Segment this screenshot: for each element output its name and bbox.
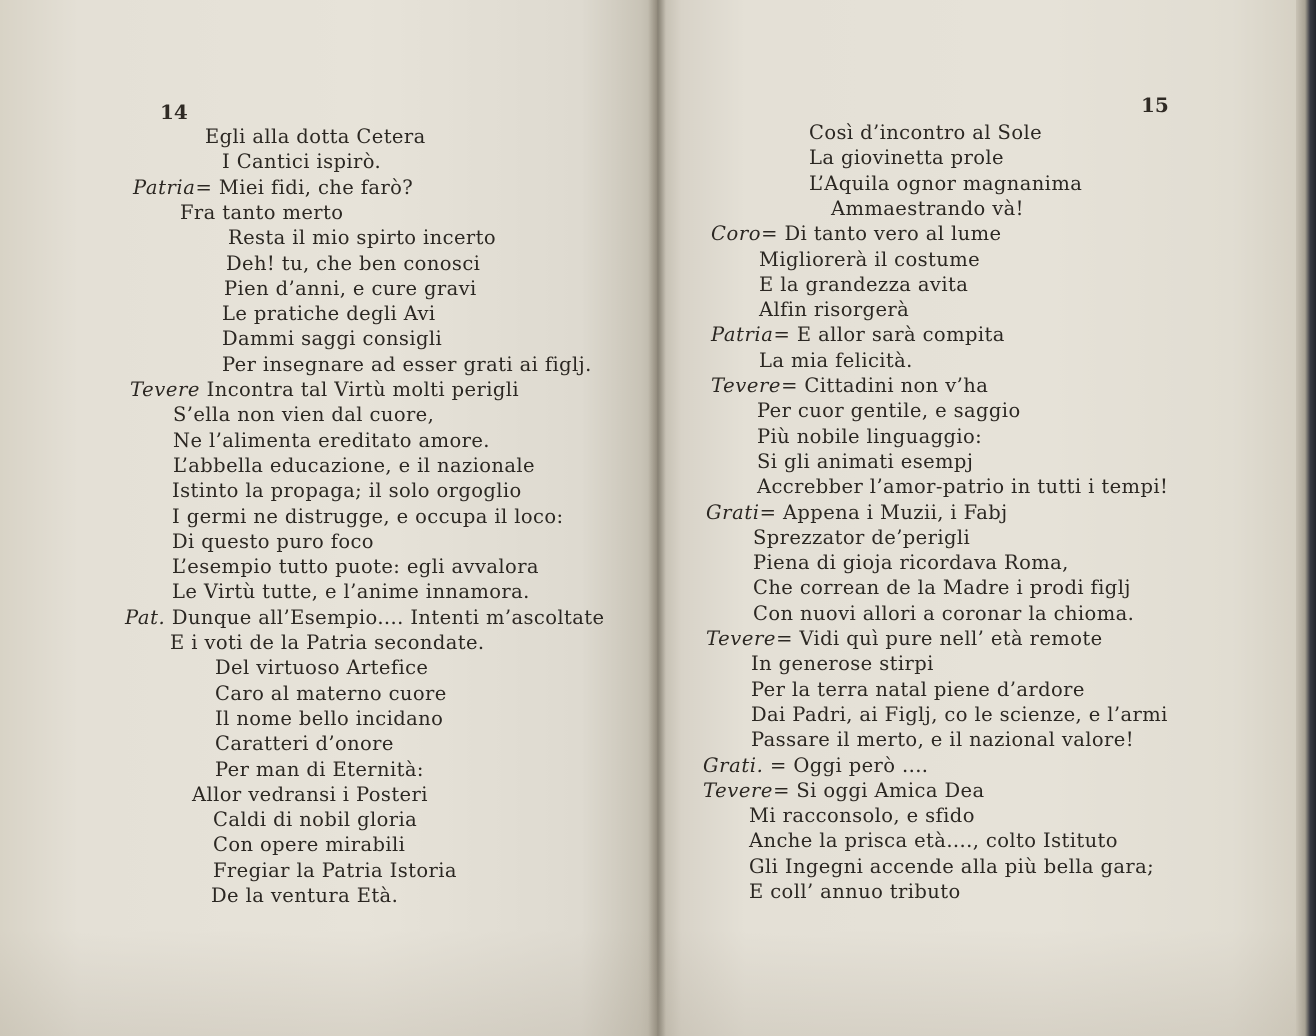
verse-text: Mi racconsolo, e sfido	[749, 804, 975, 828]
verse-text: Più nobile linguaggio:	[757, 424, 983, 448]
verse-line	[753, 601, 1134, 626]
verse-line	[749, 828, 1118, 853]
verse-line	[222, 352, 592, 377]
verse-text: Fra tanto merto	[180, 200, 344, 224]
verse-line	[215, 655, 428, 680]
verse-line	[759, 348, 913, 373]
verse-text: I germi ne distrugge, e occupa il loco:	[172, 504, 564, 528]
verse-line	[172, 529, 374, 554]
verse-line	[711, 322, 1005, 347]
verse-text: = Si oggi Amica Dea	[773, 778, 985, 802]
verse-text: E coll’ annuo tributo	[749, 880, 961, 903]
verse-text: Si gli animati esempj	[757, 449, 974, 473]
speaker-name: Coro	[711, 222, 762, 246]
verse-text: Gli Ingegni accende alla più bella gara;	[749, 854, 1155, 878]
verse-text: L’Aquila ognor magnanima	[809, 171, 1083, 195]
speaker-name: Tevere	[703, 778, 774, 802]
verse-text: = Miei fidi, che farò?	[195, 175, 414, 199]
verse-line	[215, 706, 443, 731]
verse-line	[211, 883, 398, 908]
verse-text: Anche la prisca età...., colto Istituto	[749, 829, 1118, 853]
verse-text: I Cantici ispirò.	[222, 150, 382, 174]
verse-line	[222, 301, 436, 326]
verse-text: Ammaestrando và!	[831, 196, 1024, 220]
verse-text: Passare il merto, e il nazional valore!	[751, 728, 1134, 752]
verse-line	[749, 854, 1154, 879]
verse-line	[749, 879, 961, 904]
verse-line	[222, 326, 442, 351]
verse-line	[224, 276, 477, 301]
verse-text: Resta il mio spirto incerto	[228, 226, 497, 250]
verse-text: Che correan de la Madre i prodi figlj	[753, 576, 1131, 600]
verse-line	[757, 398, 1021, 423]
verse-line	[133, 175, 413, 200]
verse-text: Con opere mirabili	[213, 833, 406, 857]
verse-line	[222, 149, 381, 174]
page-edge	[1296, 0, 1316, 1036]
page-number-left: 14	[160, 100, 188, 124]
verse-text: Dammi saggi consigli	[222, 327, 443, 351]
verse-text: = Appena i Muzii, i Fabj	[759, 500, 1008, 524]
verse-line	[703, 778, 985, 803]
verse-line	[205, 124, 426, 149]
verse-line	[215, 731, 394, 756]
verse-text: Allor vedransi i Posteri	[192, 782, 428, 806]
verse-line	[125, 605, 604, 630]
verse-text: Pien d’anni, e cure gravi	[224, 276, 477, 300]
verse-text: E la grandezza avita	[759, 272, 969, 296]
speaker-name: Tevere	[706, 627, 777, 650]
verse-line	[753, 525, 970, 550]
verse-text: L’abbella educazione, e il nazionale	[173, 453, 535, 477]
verse-line	[180, 200, 343, 225]
verse-text: Alfin risorgerà	[759, 298, 910, 322]
verse-text: Il nome bello incidano	[215, 706, 444, 730]
book-gutter	[648, 0, 666, 1036]
verse-text: Incontra tal Virtù molti perigli	[200, 378, 519, 401]
verse-line	[213, 832, 405, 857]
verse-text: Caratteri d’onore	[215, 732, 394, 756]
verse-line	[749, 803, 975, 828]
verse-line	[809, 171, 1082, 196]
verse-text: Le Virtù tutte, e l’anime innamora.	[172, 580, 530, 604]
verse-text: De la ventura Età.	[211, 884, 399, 907]
verse-text: L’esempio tutto puote: egli avvalora	[172, 555, 539, 579]
verse-text: In generose stirpi	[751, 652, 934, 676]
verse-text: Migliorerà il costume	[759, 247, 981, 271]
verse-line	[213, 807, 417, 832]
verse-text: Con nuovi allori a coronar la chioma.	[753, 601, 1135, 625]
speaker-name: Grati.	[703, 753, 764, 777]
verse-line	[173, 428, 490, 453]
verse-line	[706, 500, 1008, 525]
verse-line	[173, 453, 535, 478]
verse-text: Per man di Eternità:	[215, 757, 424, 781]
verse-line	[215, 757, 424, 782]
verse-line	[751, 702, 1168, 727]
verse-line	[173, 402, 434, 427]
verse-text: = Cittadini non v’ha	[781, 374, 989, 397]
verse-text: E i voti de la Patria secondate.	[170, 631, 485, 654]
verse-text: Accrebber l’amor-patrio in tutti i tempi!	[757, 475, 1169, 499]
speaker-name: Patria	[133, 175, 196, 199]
verse-line	[809, 145, 1004, 170]
verse-text: Le pratiche degli Avi	[222, 302, 436, 326]
verse-line	[706, 626, 1103, 651]
verse-text: Così d’incontro al Sole	[809, 121, 1043, 144]
verse-line	[172, 504, 563, 529]
verse-line	[213, 858, 457, 883]
verse-text: = Oggi però ....	[763, 753, 929, 777]
verse-text: = E allor sarà compita	[773, 323, 1005, 347]
verse-line	[751, 677, 1085, 702]
verse-line	[192, 782, 428, 807]
verse-line	[757, 424, 982, 449]
speaker-name: Grati	[706, 500, 760, 524]
verse-text: Dai Padri, ai Figlj, co le scienze, e l’armi	[751, 702, 1168, 726]
verse-line	[228, 225, 496, 250]
speaker-name: Tevere	[130, 378, 201, 401]
verse-text: Per la terra natal piene d’ardore	[751, 677, 1085, 701]
verse-text: Deh! tu, che ben conosci	[226, 251, 481, 275]
verse-text: Per insegnare ad esser grati ai figlj.	[222, 352, 592, 376]
verse-line	[172, 554, 539, 579]
verse-line	[831, 196, 1024, 221]
verse-line	[751, 727, 1134, 752]
verse-text: Fregiar la Patria Istoria	[213, 858, 457, 882]
verse-text: Di questo puro foco	[172, 529, 374, 553]
verse-line	[759, 272, 968, 297]
verse-text: Caldi di nobil gloria	[213, 808, 418, 832]
verse-line	[130, 377, 519, 402]
verse-line	[172, 478, 522, 503]
verse-text: S’ella non vien dal cuore,	[173, 403, 435, 427]
speaker-name: Tevere	[711, 374, 782, 397]
speaker-name: Patria	[711, 323, 774, 347]
verse-line	[226, 251, 480, 276]
verse-line	[753, 550, 1069, 575]
verse-line	[172, 579, 530, 604]
verse-text: Dunque all’Esempio.... Intenti m’ascoltate	[165, 605, 605, 629]
verse-text: La giovinetta prole	[809, 146, 1005, 170]
verse-text: Egli alla dotta Cetera	[205, 125, 426, 148]
verse-text: Sprezzator de’perigli	[753, 525, 971, 549]
verse-line	[215, 681, 447, 706]
verse-line	[711, 373, 988, 398]
verse-line	[759, 247, 980, 272]
speaker-name: Pat.	[125, 605, 166, 629]
verse-text: = Vidi quì pure nell’ età remote	[776, 627, 1103, 650]
verse-text: Piena di gioja ricordava Roma,	[753, 551, 1069, 575]
page-number-right: 15	[1141, 93, 1169, 117]
verse-line	[759, 297, 909, 322]
verse-text: La mia felicità.	[759, 348, 913, 372]
verse-text: Del virtuoso Artefice	[215, 656, 429, 680]
verse-line	[170, 630, 485, 655]
verse-line	[711, 221, 1001, 246]
verse-line	[757, 449, 973, 474]
verse-line	[809, 120, 1042, 145]
verse-line	[753, 575, 1131, 600]
verse-text: Per cuor gentile, e saggio	[757, 399, 1021, 423]
verse-line	[703, 753, 928, 778]
verse-text: Ne l’alimenta ereditato amore.	[173, 428, 490, 452]
verse-line	[757, 474, 1168, 499]
right-page	[656, 0, 1296, 1036]
verse-text: Caro al materno cuore	[215, 681, 447, 705]
verse-text: Istinto la propaga; il solo orgoglio	[172, 479, 522, 503]
verse-line	[751, 651, 934, 676]
verse-text: = Di tanto vero al lume	[761, 222, 1002, 246]
